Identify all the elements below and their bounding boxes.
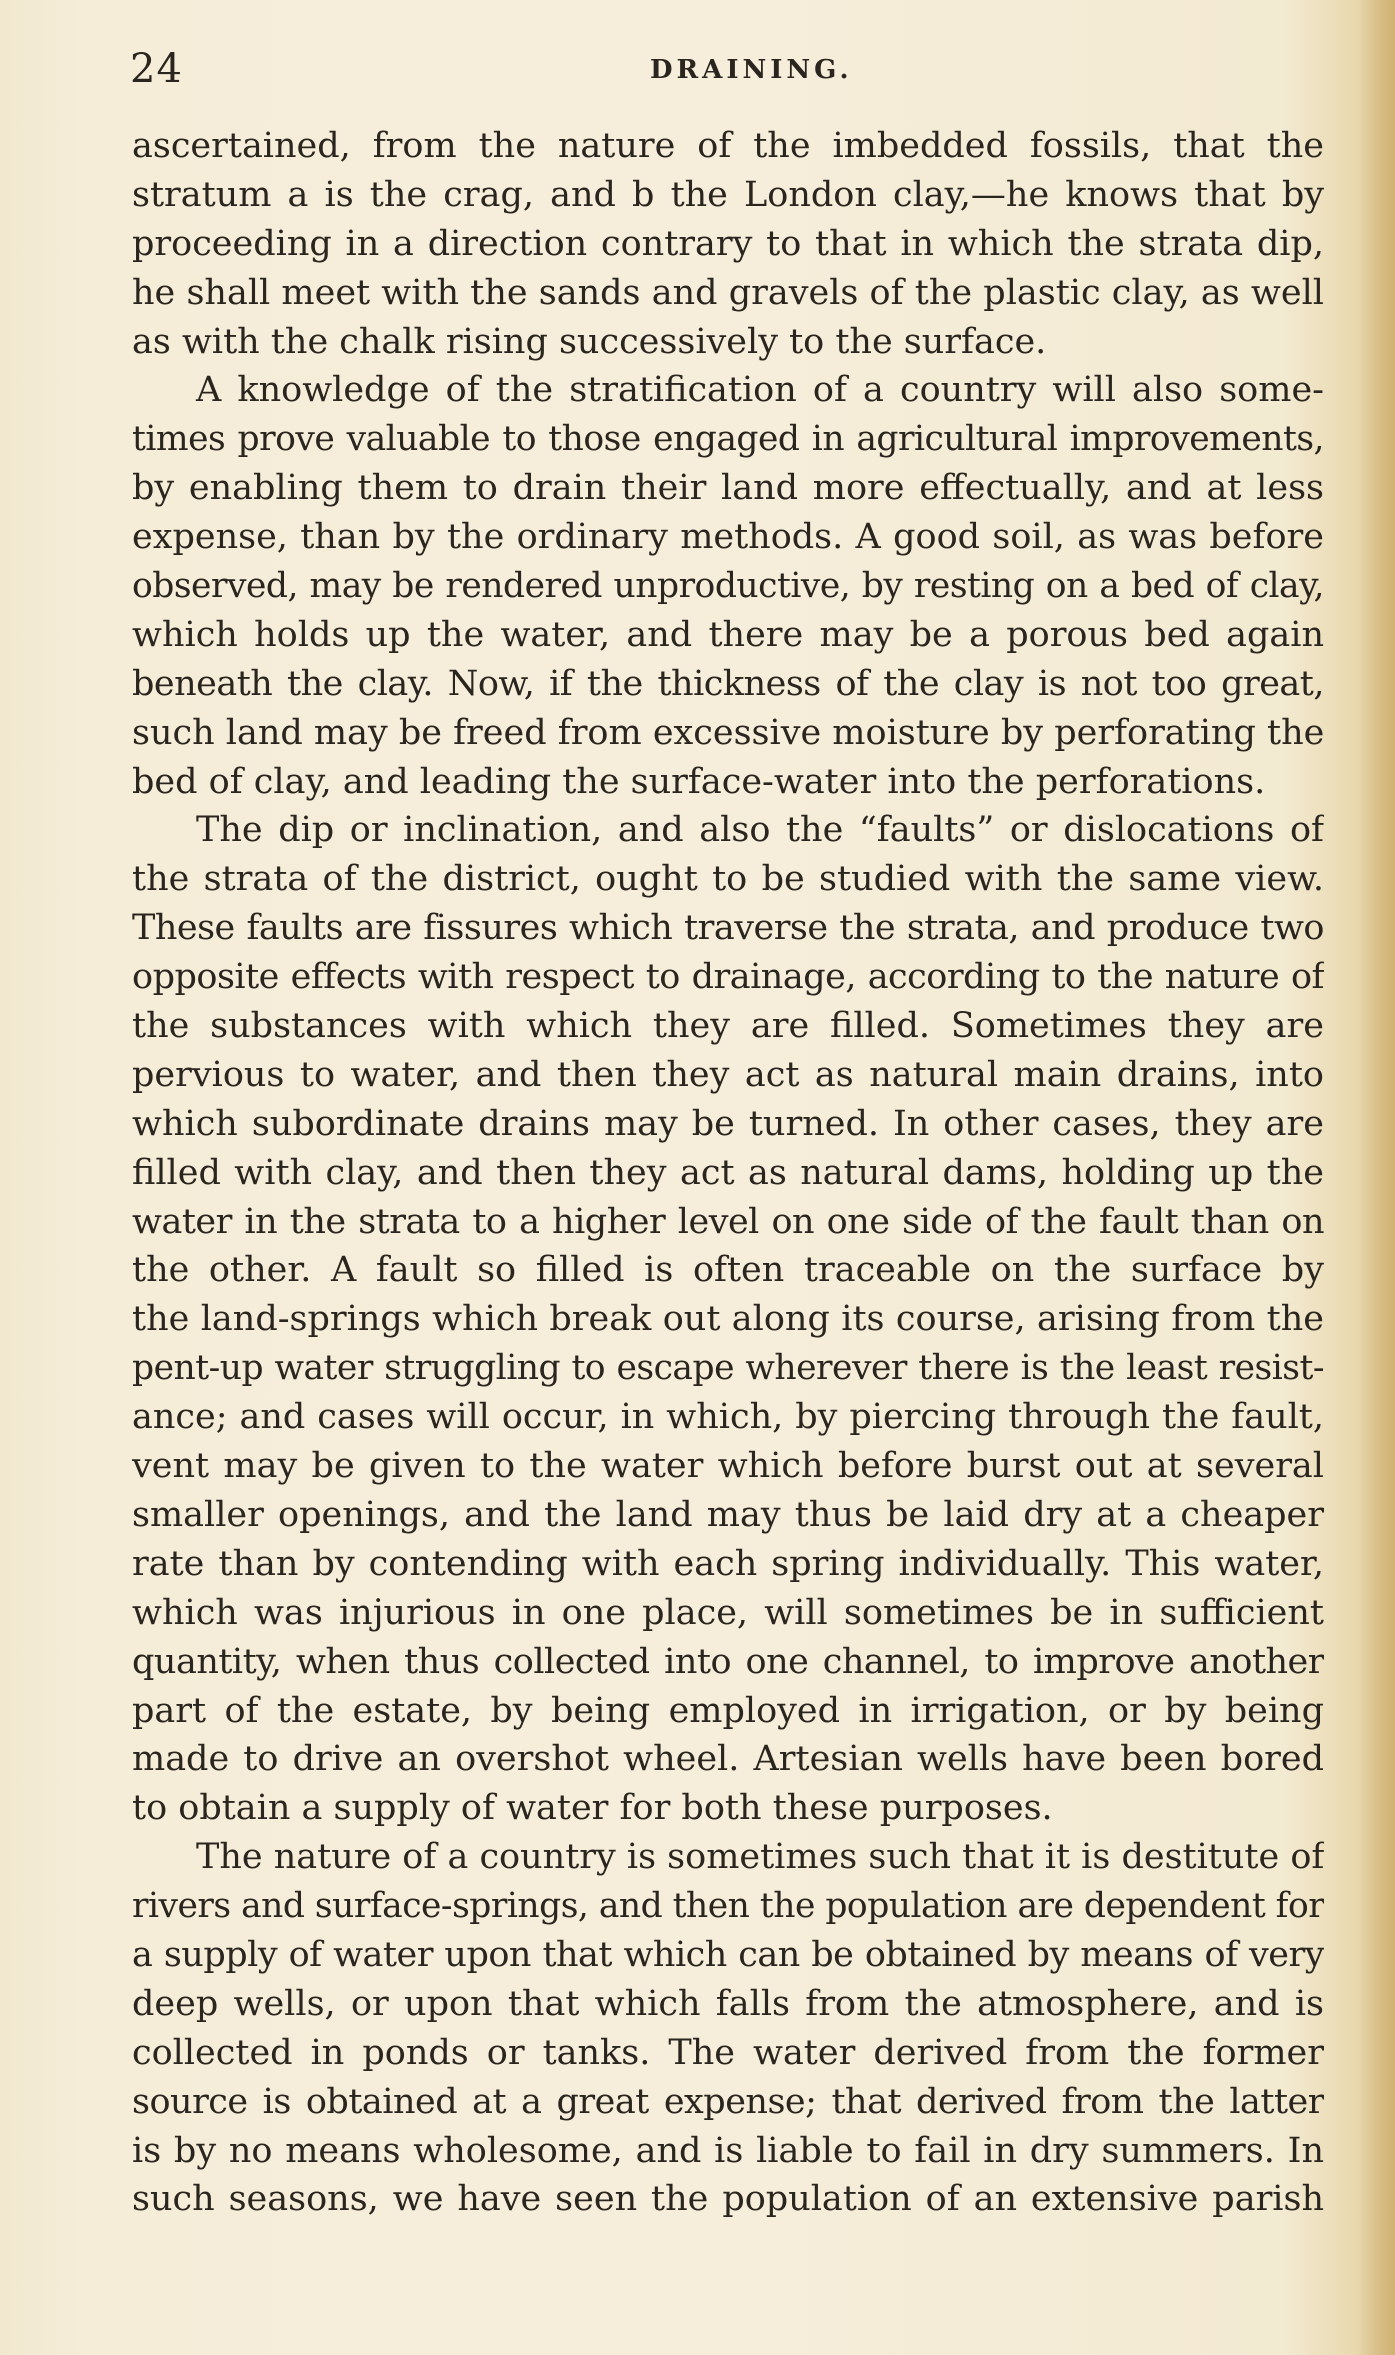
text-line: made to drive an overshot wheel. Artesian wells have been bored	[132, 1739, 1324, 1780]
text-line: pervious to water, and then they act as natural main drains, into	[132, 1054, 1324, 1095]
text-line: filled with clay, and then they act as natural dams, holding up the	[132, 1152, 1324, 1193]
text-line: These faults are fissures which traverse the strata, and produce two	[132, 908, 1324, 949]
text-line: the strata of the district, ought to be studied with the same view.	[132, 859, 1324, 900]
text-line: ascertained, from the nature of the imbedded fossils, that the	[132, 126, 1324, 166]
text-line: pent-up water struggling to escape wherever there is the least resist-	[132, 1348, 1324, 1389]
text-line: collected in ponds or tanks. The water derived from the former	[132, 2032, 1324, 2073]
text-line: rivers and surface-springs, and then the population are dependent for	[132, 1886, 1324, 1927]
text-line: ance; and cases will occur, in which, by piercing through the fault,	[132, 1397, 1324, 1438]
body-text	[132, 122, 1324, 2224]
text-line: part of the estate, by being employed in irrigation, or by being	[132, 1690, 1324, 1731]
text-line: beneath the clay. Now, if the thickness of the clay is not too great,	[132, 663, 1324, 704]
text-line: by enabling them to drain their land more effectually, and at less	[132, 468, 1324, 509]
text-line: times prove valuable to those engaged in agricultural improvements,	[132, 419, 1324, 460]
text-line: as with the chalk rising successively to the surface.	[132, 321, 1047, 362]
text-line: such land may be freed from excessive moisture by perforating the	[132, 712, 1324, 753]
text-line: vent may be given to the water which before burst out at several	[132, 1446, 1324, 1487]
text-line: which subordinate drains may be turned. In other cases, they are	[132, 1103, 1324, 1144]
text-line: the substances with which they are filled. Sometimes they are	[132, 1006, 1324, 1047]
text-line: proceeding in a direction contrary to that in which the strata dip,	[132, 223, 1324, 264]
text-line: A knowledge of the stratification of a country will also some-	[196, 370, 1324, 411]
text-line: bed of clay, and leading the surface-water into the perforations.	[132, 761, 1266, 802]
running-head	[130, 44, 1320, 94]
running-title: DRAINING.	[650, 55, 853, 85]
text-line: the other. A fault so filled is often traceable on the surface by	[132, 1250, 1324, 1291]
text-line: such seasons, we have seen the population of an extensive parish	[132, 2179, 1324, 2220]
text-line: which was injurious in one place, will sometimes be in sufficient	[132, 1592, 1324, 1633]
text-line: which holds up the water, and there may be a porous bed again	[132, 614, 1324, 655]
text-line: he shall meet with the sands and gravels of the plastic clay, as well	[132, 272, 1324, 313]
page-edge-shading	[1359, 0, 1395, 2355]
page-number: 24	[130, 46, 183, 92]
text-line: the land-springs which break out along its course, arising from the	[132, 1299, 1324, 1340]
text-line: is by no means wholesome, and is liable to fail in dry summers. In	[132, 2130, 1324, 2171]
text-line: source is obtained at a great expense; that derived from the latter	[132, 2081, 1324, 2122]
text-line: to obtain a supply of water for both these purposes.	[132, 1788, 1053, 1829]
text-line: deep wells, or upon that which falls from the atmosphere, and is	[132, 1983, 1324, 2024]
text-line: smaller openings, and the land may thus be laid dry at a cheaper	[132, 1494, 1324, 1535]
text-line: observed, may be rendered unproductive, by resting on a bed of clay,	[132, 566, 1324, 607]
text-line: quantity, when thus collected into one channel, to improve another	[132, 1641, 1324, 1682]
text-line: stratum a is the crag, and b the London clay,—he knows that by	[132, 174, 1324, 215]
text-line: The dip or inclination, and also the “faults” or dislocations of	[196, 810, 1324, 851]
text-line: rate than by contending with each spring individually. This water,	[132, 1543, 1324, 1584]
text-line: opposite effects with respect to drainage, according to the nature of	[132, 957, 1324, 998]
text-line: expense, than by the ordinary methods. A good soil, as was before	[132, 517, 1324, 558]
text-line: a supply of water upon that which can be obtained by means of very	[132, 1934, 1324, 1975]
text-line: water in the strata to a higher level on one side of the fault than on	[132, 1201, 1324, 1242]
text-line: The nature of a country is sometimes such that it is destitute of	[196, 1837, 1324, 1878]
